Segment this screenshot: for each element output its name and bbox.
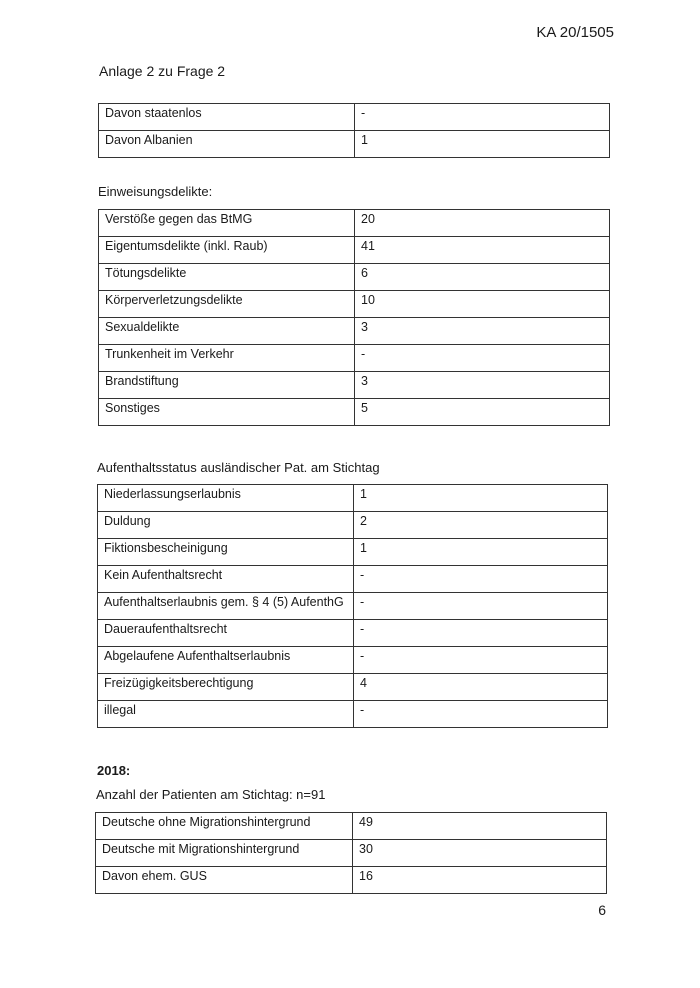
year-heading: 2018: — [97, 763, 131, 778]
table-row — [98, 701, 608, 728]
page-number: 6 — [598, 902, 606, 918]
row-label: Freizügigkeitsberechtigung — [98, 674, 354, 701]
table-row — [98, 620, 608, 647]
table-row — [99, 345, 610, 372]
row-label: Sexualdelikte — [99, 318, 355, 345]
row-value: - — [354, 620, 608, 647]
table-row — [98, 485, 608, 512]
row-label: Tötungsdelikte — [99, 264, 355, 291]
row-value: 1 — [354, 539, 608, 566]
table-row — [99, 210, 610, 237]
row-value: 10 — [355, 291, 610, 318]
row-label: Trunkenheit im Verkehr — [99, 345, 355, 372]
row-value: - — [354, 647, 608, 674]
residence-status-heading: Aufenthaltsstatus ausländischer Pat. am Stichtag — [97, 460, 380, 475]
row-label: Davon ehem. GUS — [96, 867, 353, 894]
row-value: 49 — [353, 813, 607, 840]
row-value: - — [355, 345, 610, 372]
migration-background-table — [95, 812, 607, 894]
row-value: 20 — [355, 210, 610, 237]
offenses-table — [98, 209, 610, 426]
row-value: - — [355, 104, 610, 131]
table-row — [98, 593, 608, 620]
row-label: Deutsche mit Migrationshintergrund — [96, 840, 353, 867]
residence-status-table — [97, 484, 608, 728]
row-label: Davon staatenlos — [99, 104, 355, 131]
table-row — [99, 131, 610, 158]
row-value: 30 — [353, 840, 607, 867]
row-value: 3 — [355, 372, 610, 399]
row-value: 5 — [355, 399, 610, 426]
table-row — [98, 647, 608, 674]
document-reference: KA 20/1505 — [536, 24, 614, 41]
row-value: 16 — [353, 867, 607, 894]
row-label: Duldung — [98, 512, 354, 539]
table-row — [98, 566, 608, 593]
row-label: Daueraufenthaltsrecht — [98, 620, 354, 647]
table-row — [98, 512, 608, 539]
table-row — [99, 399, 610, 426]
row-value: - — [354, 593, 608, 620]
table-row — [98, 674, 608, 701]
row-label: Verstöße gegen das BtMG — [99, 210, 355, 237]
nationality-table — [98, 103, 610, 158]
table-row — [99, 237, 610, 264]
row-value: 2 — [354, 512, 608, 539]
table-row — [99, 104, 610, 131]
row-label: Davon Albanien — [99, 131, 355, 158]
row-label: Sonstiges — [99, 399, 355, 426]
table-row — [96, 840, 607, 867]
row-label: Fiktionsbescheinigung — [98, 539, 354, 566]
row-label: Körperverletzungsdelikte — [99, 291, 355, 318]
row-value: - — [354, 566, 608, 593]
patients-count-text: Anzahl der Patienten am Stichtag: n=91 — [96, 787, 326, 802]
row-value: 3 — [355, 318, 610, 345]
table-row — [99, 264, 610, 291]
row-value: 41 — [355, 237, 610, 264]
table-row — [96, 867, 607, 894]
offenses-heading: Einweisungsdelikte: — [98, 184, 213, 199]
row-label: Abgelaufene Aufenthaltserlaubnis — [98, 647, 354, 674]
row-value: 4 — [354, 674, 608, 701]
row-label: Kein Aufenthaltsrecht — [98, 566, 354, 593]
table-row — [99, 372, 610, 399]
table-row — [99, 291, 610, 318]
row-value: 1 — [355, 131, 610, 158]
row-label: Niederlassungserlaubnis — [98, 485, 354, 512]
table-row — [98, 539, 608, 566]
row-label: Aufenthaltserlaubnis gem. § 4 (5) AufenthG — [98, 593, 354, 620]
row-label: Brandstiftung — [99, 372, 355, 399]
appendix-title: Anlage 2 zu Frage 2 — [99, 63, 226, 79]
row-label: illegal — [98, 701, 354, 728]
row-value: 6 — [355, 264, 610, 291]
row-label: Eigentumsdelikte (inkl. Raub) — [99, 237, 355, 264]
row-value: - — [354, 701, 608, 728]
row-value: 1 — [354, 485, 608, 512]
table-row — [96, 813, 607, 840]
table-row — [99, 318, 610, 345]
row-label: Deutsche ohne Migrationshintergrund — [96, 813, 353, 840]
